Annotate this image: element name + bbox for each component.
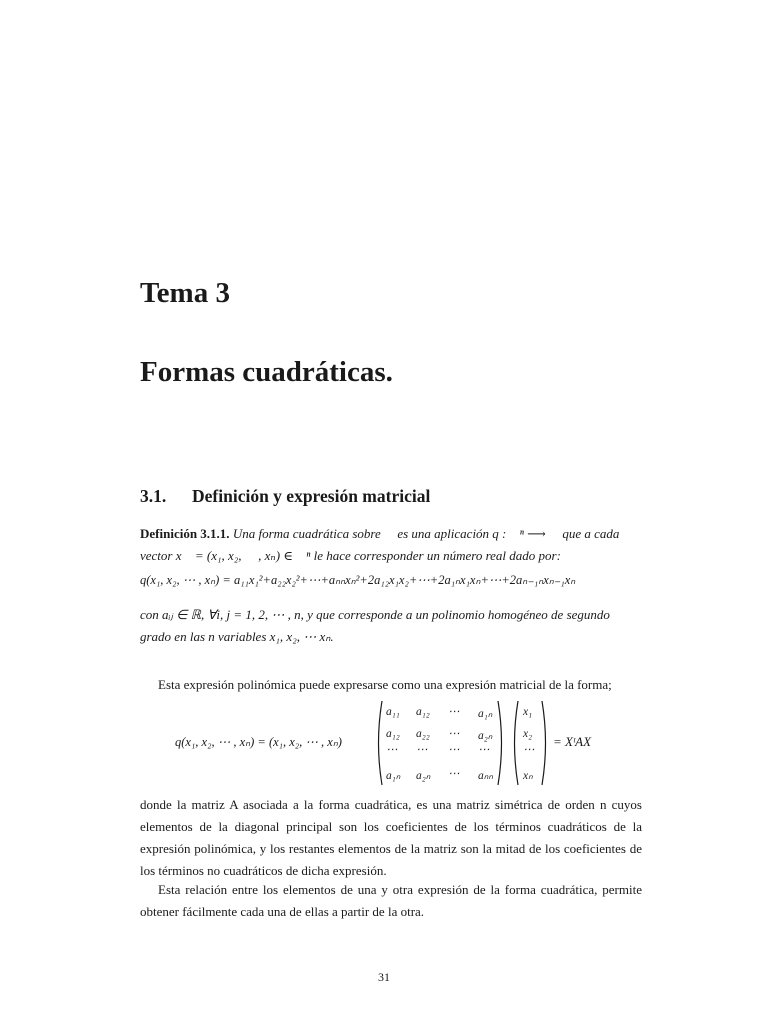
matrix-cell: a₁₂ — [416, 706, 430, 718]
matrix-cell: ⋯ — [448, 706, 460, 718]
definition-label: Definición 3.1.1. — [140, 526, 230, 541]
matrix-cell: a₂ₙ — [478, 730, 493, 742]
matrix-cell: a₂ₙ — [416, 770, 431, 782]
definition-continuation: con aᵢⱼ ∈ ℝ, ∀i, j = 1, 2, ⋯ , n, y que corresponde a un polinomio homogéneo de segundo grado en las n variables x₁, x₂, ⋯ xₙ. — [140, 607, 610, 644]
section-number: 3.1. — [140, 486, 167, 506]
section-heading — [140, 486, 430, 507]
matrix-cell: a₁ₙ — [478, 708, 493, 720]
vector-x — [510, 700, 550, 786]
vector-cell: xₙ — [523, 770, 533, 782]
quadratic-form-formula: q(x₁, x₂, ⋯ , xₙ) = a₁₁x₁²+a₂₂x₂²+⋯+aₙₙxₙ²+2a₁₂x₁x₂+⋯+2a₁ₙx₁xₙ+⋯+2aₙ₋₁ₙxₙ₋₁xₙ — [140, 573, 576, 587]
paragraph-matrix-description: donde la matriz A asociada a la forma cuadrática, es una matriz simétrica de orden n cuyos elementos de la diagonal principal son los coeficientes de los términos cuadráticos de la expresión polinómica, y los restantes elementos de la matriz son la mitad de los coeficientes de los términos no cuadráticos de dicha expresión. — [140, 797, 642, 878]
matrix-cell: ⋯ — [448, 744, 460, 756]
matrix-cell: ⋯ — [448, 768, 460, 780]
matrix-cell: a₁₁ — [386, 706, 400, 718]
section-title: Definición y expresión matricial — [192, 486, 431, 506]
left-parenthesis — [374, 700, 384, 786]
definition-block — [140, 523, 642, 567]
matrix-cell: ⋯ — [386, 744, 398, 756]
matrix-cell: a₁ₙ — [386, 770, 401, 782]
matrix-cell: aₙₙ — [478, 770, 493, 782]
paragraph-relation: Esta relación entre los elementos de una y otra expresión de la forma cuadrática, permite obtener fácilmente cada una de ellas a partir de la otra. — [140, 882, 642, 919]
left-parenthesis — [510, 700, 520, 786]
matrix-cell: ⋯ — [416, 744, 428, 756]
matrix-equation-lhs: q(x₁, x₂, ⋯ , xₙ) = (x₁, x₂, ⋯ , xₙ) — [175, 735, 342, 749]
paragraph-matrix-intro: Esta expresión polinómica puede expresarse como una expresión matricial de la forma; — [158, 677, 612, 692]
vector-cell: x₁ — [523, 706, 533, 718]
right-parenthesis — [540, 700, 550, 786]
matrix-cell: ⋯ — [448, 728, 460, 740]
matrix-cell: a₂₂ — [416, 728, 430, 740]
matrix-cell: a₁₂ — [386, 728, 400, 740]
matrix-equation-rhs: = XᵗAX — [553, 734, 592, 749]
chapter-number-heading: Tema 3 — [140, 277, 230, 309]
page-number: 31 — [378, 970, 390, 984]
definition-text: Una forma cuadrática sobre ℝ es una aplicación q : ℝⁿ ⟶ ℝ que a cada vector x⃗ = (x₁, x₂, ⋯ , xₙ) ∈ ℝⁿ le hace corresponder un número real dado por: — [140, 526, 620, 563]
matrix-a — [374, 700, 504, 786]
vector-cell: ⋯ — [523, 744, 535, 756]
matrix-cell: ⋯ — [478, 744, 490, 756]
vector-cell: x₂ — [523, 728, 533, 740]
right-parenthesis — [496, 700, 506, 786]
chapter-title: Formas cuadráticas. — [140, 356, 393, 388]
